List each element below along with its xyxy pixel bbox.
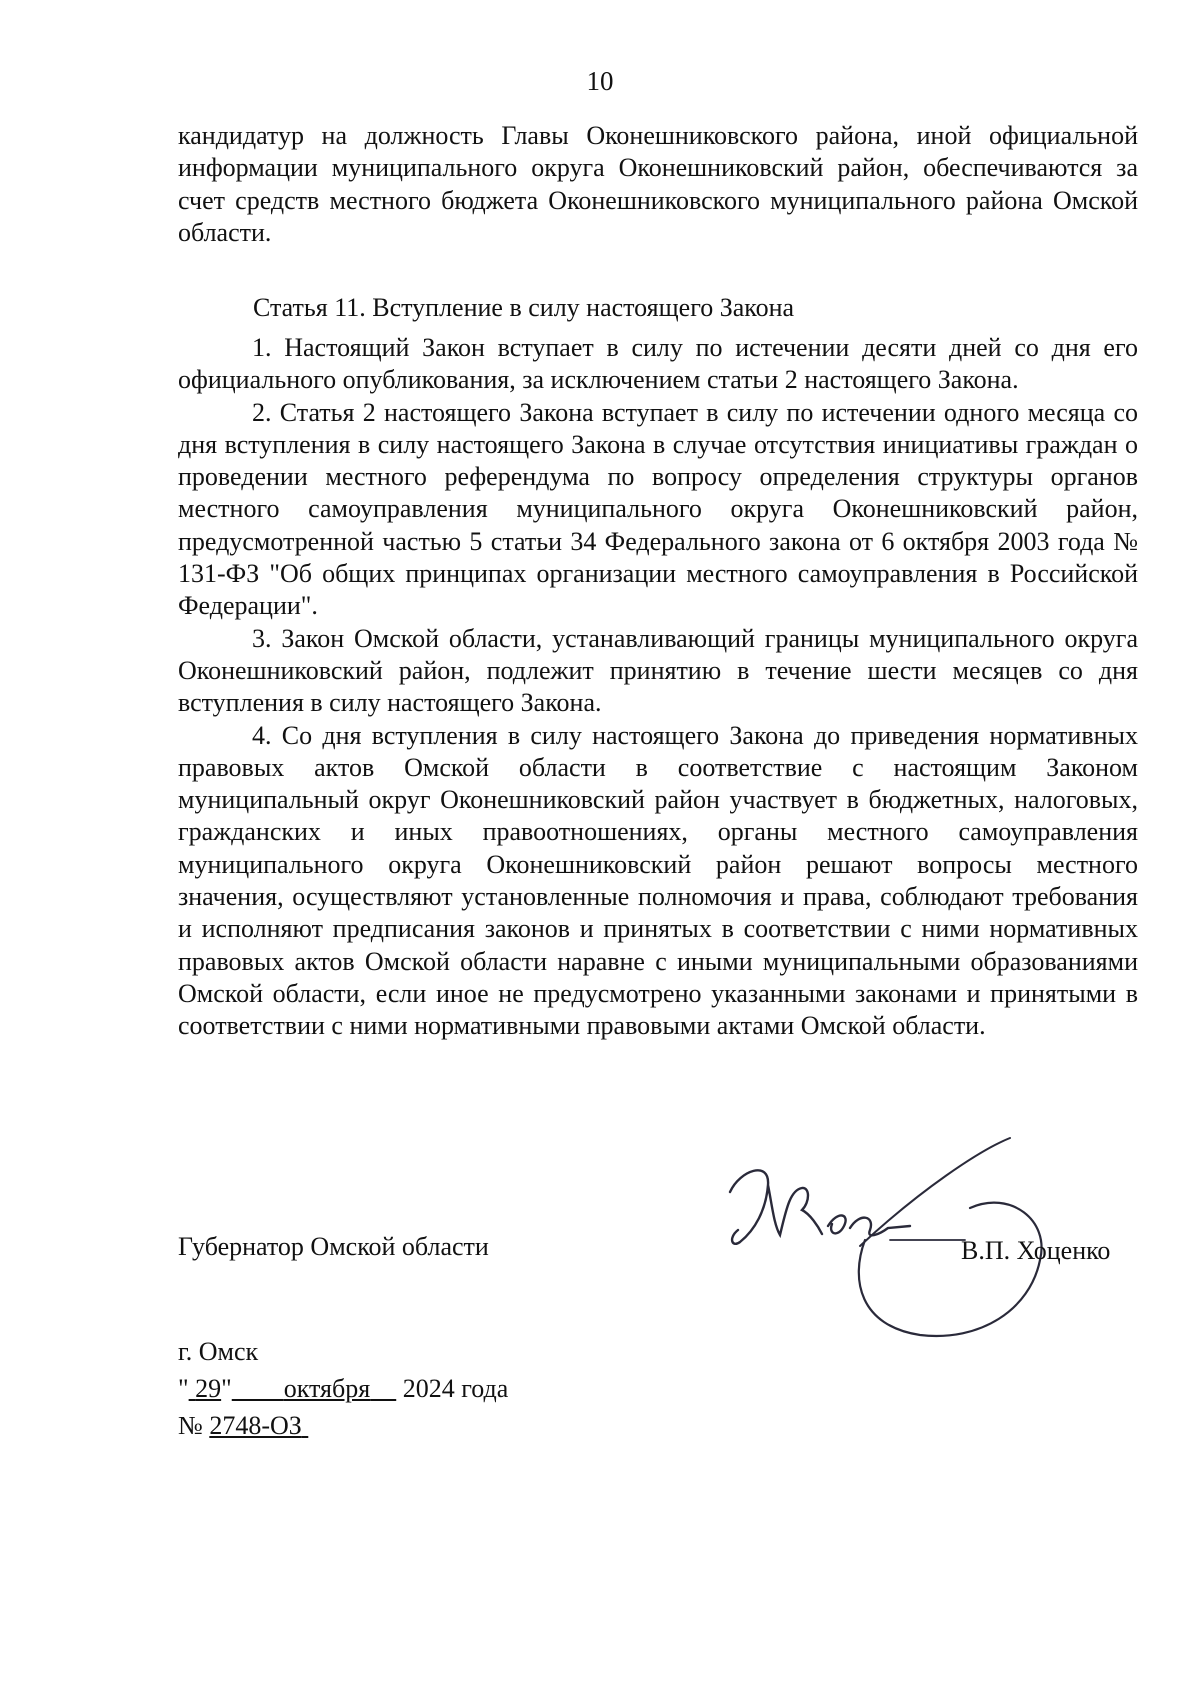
date-quote-open: " (178, 1374, 189, 1403)
number-sign: № (178, 1411, 203, 1440)
signatory-name: В.П. Хоценко (961, 1236, 1111, 1265)
signing-details (178, 1333, 508, 1444)
date-year: 2024 года (402, 1374, 509, 1403)
continuation-block (178, 120, 1138, 249)
article-paragraph-4: 4. Со дня вступления в силу настоящего Закона до приведения нормативных правовых актов Омской области в соответствие с настоящим Законом муниципальный округ Оконешниковский район участвует в бюджетных, налоговых, гражданских и иных правоотношениях, органы местного самоуправления муниципального округа Оконешниковский район решают вопросы местного значения, осуществляют установленные полномочия и права, соблюдают требования и исполняют предписания законов и принятых в соответствии с ними нормативных правовых актов Омской области наравне с иными муниципальными образованиями Омской области, если иное не предусмотрено указанными законами и принятыми в соответствии с ними нормативными правовыми актами Омской области. (178, 720, 1138, 1041)
city: г. Омск (178, 1337, 259, 1366)
signing-date (178, 1370, 508, 1407)
article-paragraph-2: 2. Статья 2 настоящего Закона вступает в силу по истечении одного месяца со дня вступления в силу настоящего Закона в случае отсутствия инициативы граждан о проведении местного референдума по вопросу определения структуры органов местного самоуправления муниципального округа Оконешниковский район, предусмотренной частью 5 статьи 34 Федерального закона от 6 октября 2003 года № 131-ФЗ "Об общих принципах организации местного самоуправления в Российской Федерации". (178, 397, 1138, 621)
date-day: 29 (195, 1374, 222, 1403)
article-heading: Статья 11. Вступление в силу настоящего Закона (253, 293, 795, 322)
handwritten-signature (710, 1130, 1110, 1340)
article-paragraph-1: 1. Настоящий Закон вступает в силу по истечении десяти дней со дня его официального опубликования, за исключением статьи 2 настоящего Закона. (178, 333, 1138, 395)
date-quote-close: " (221, 1374, 232, 1403)
article-body (178, 332, 1138, 1043)
law-number-value: 2748-ОЗ (209, 1411, 302, 1440)
law-number (178, 1407, 508, 1444)
page-number: 10 (586, 66, 614, 96)
continuation-paragraph: кандидатур на должность Главы Оконешниковского района, иной официальной информации муниципального округа Оконешниковский район, обеспечиваются за счет средств местного бюджета Оконешниковского муниципального района Омской области. (178, 121, 1138, 247)
article-paragraph-3: 3. Закон Омской области, устанавливающий границы муниципального округа Оконешниковский район, подлежит принятию в течение шести месяцев со дня вступления в силу настоящего Закона. (178, 623, 1138, 718)
date-month: октября (283, 1374, 371, 1403)
signatory-position: Губернатор Омской области (178, 1232, 489, 1261)
